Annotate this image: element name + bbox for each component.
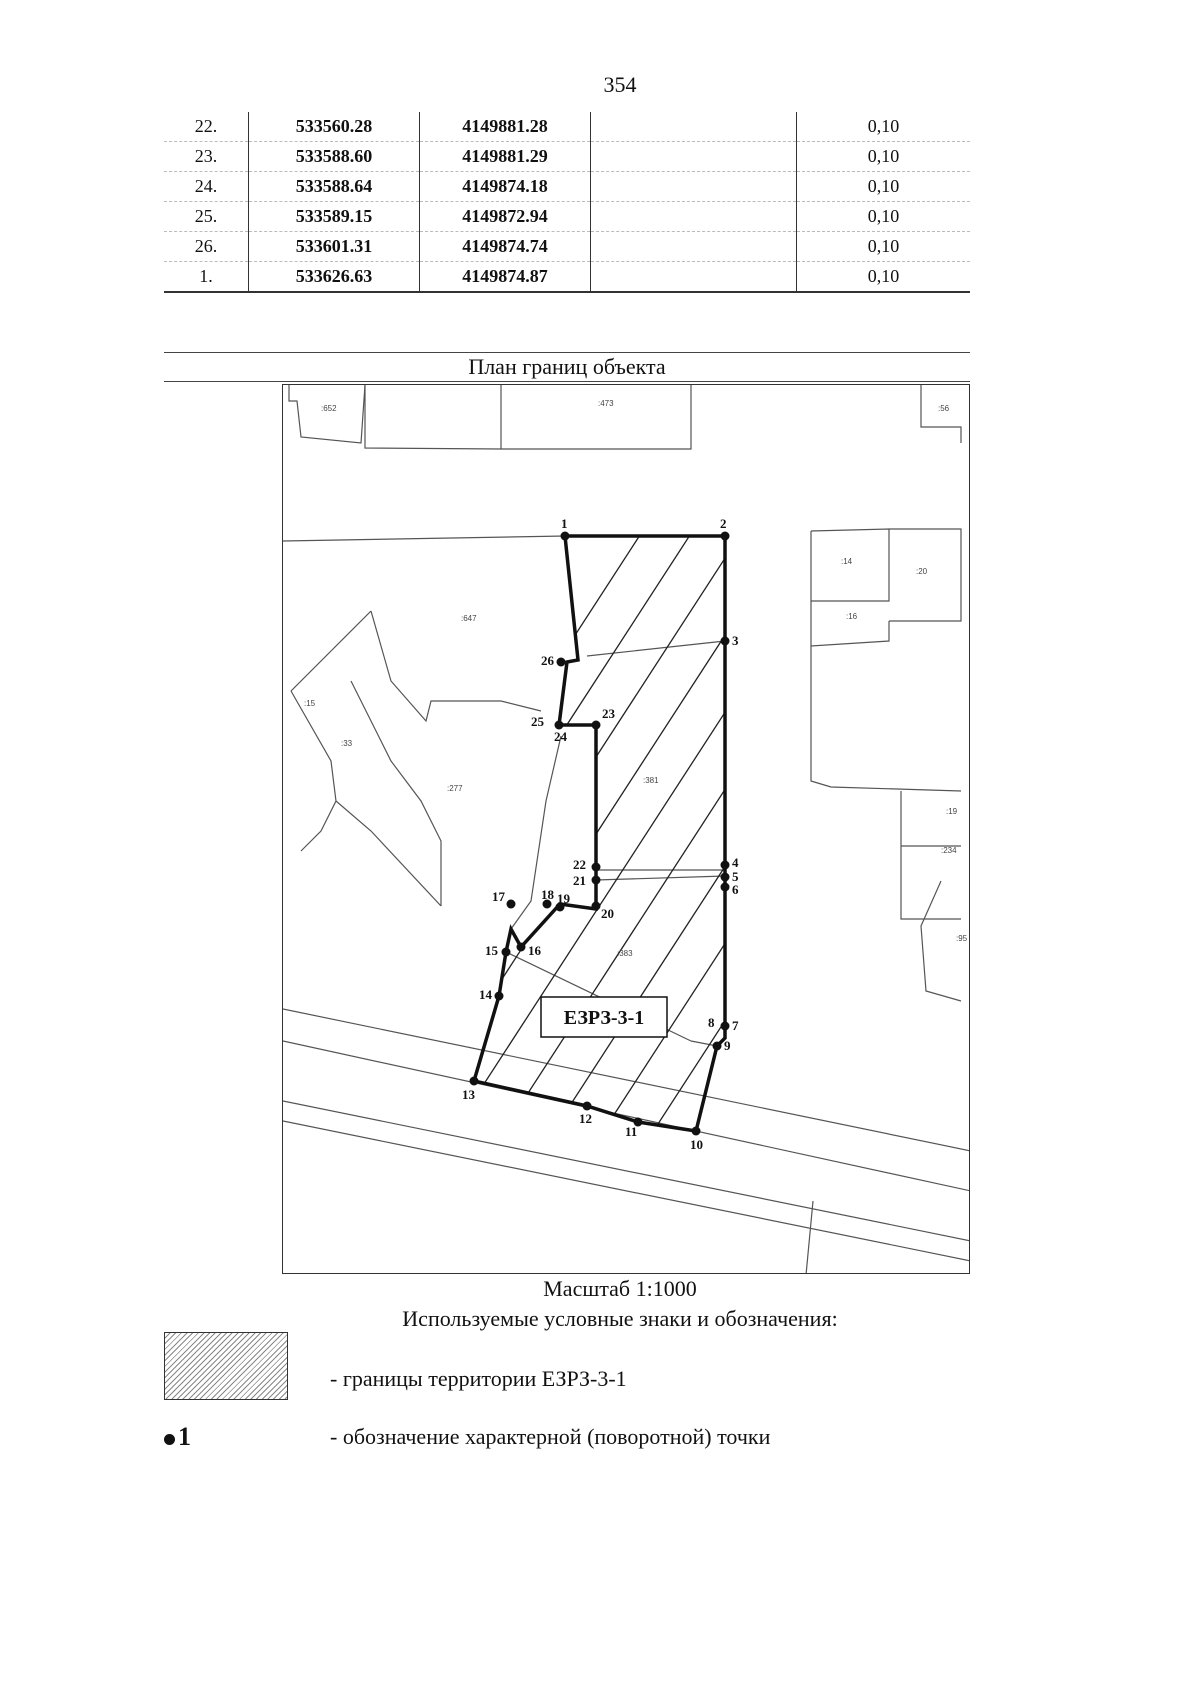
turning-point [592,863,601,872]
plan-title: План границ объекта [468,354,666,379]
zone-label: ЕЗРЗ-3-1 [563,1007,645,1029]
coordinates-table [164,112,970,293]
point-label: 14 [479,987,492,1002]
legend-point-symbol [164,1422,191,1452]
turning-point [692,1127,701,1136]
parcel-label: :473 [598,399,614,408]
accuracy: 0,10 [797,262,971,293]
coord-y: 4149881.28 [420,112,591,142]
parcel-label: :16 [846,612,858,621]
point-label: 16 [528,943,541,958]
turning-point [470,1077,479,1086]
turning-point [557,658,566,667]
parcel-label: :33 [341,739,353,748]
point-label: 9 [724,1038,731,1053]
table-row [164,172,970,202]
map-scale: Масштаб 1:1000 [543,1276,697,1301]
turning-point [502,948,511,957]
page-number: 354 [603,72,637,97]
point-label: 5 [732,869,739,884]
legend-point-number: 1 [178,1422,191,1451]
parcel-labels [304,399,968,958]
accuracy: 0,10 [797,172,971,202]
table-row [164,112,970,142]
legend-item-text: - границы территории ЕЗРЗ-3-1 [330,1366,627,1391]
coord-y: 4149881.29 [420,142,591,172]
turning-points [470,532,730,1136]
parcel-label: :56 [938,404,950,413]
table-row [164,262,970,293]
parcel-lines [283,385,970,1274]
point-label: 21 [573,873,586,888]
empty-cell [591,202,797,232]
turning-point [713,1042,722,1051]
point-label: 25 [531,714,544,729]
turning-point [721,532,730,541]
parcel-label: :234 [941,846,957,855]
parcel-label: :15 [304,699,316,708]
coord-x: 533588.60 [249,142,420,172]
boundary-plan-map [282,384,970,1274]
turning-point [561,532,570,541]
parcel-label: :277 [447,784,463,793]
parcel-label: :652 [321,404,337,413]
empty-cell [591,172,797,202]
point-number: 24. [164,172,249,202]
turning-point [721,861,730,870]
point-label: 18 [541,887,554,902]
parcel-label: :383 [617,949,633,958]
point-label: 10 [690,1137,703,1152]
map-drawing [283,385,970,1274]
point-label: 20 [601,906,614,921]
accuracy: 0,10 [797,202,971,232]
point-label: 22 [573,857,586,872]
point-number: 22. [164,112,249,142]
point-label: 11 [625,1124,638,1139]
point-label: 13 [462,1087,475,1102]
empty-cell [591,232,797,262]
turning-point [592,721,601,730]
coord-x: 533588.64 [249,172,420,202]
point-label: 3 [732,633,739,648]
point-label: 7 [732,1018,739,1033]
parcel-label: :95 [956,934,968,943]
point-label: 2 [720,516,727,531]
turning-point [721,873,730,882]
point-label: 1 [561,516,568,531]
empty-cell [591,112,797,142]
point-label: 4 [732,855,739,870]
coord-y: 4149874.18 [420,172,591,202]
coord-x: 533601.31 [249,232,420,262]
turning-point [721,883,730,892]
zone-label-box [541,997,667,1037]
point-label: 23 [602,706,615,721]
table-row [164,142,970,172]
legend-item-text: - обозначение характерной (поворотной) точки [330,1424,771,1449]
accuracy: 0,10 [797,232,971,262]
point-labels [462,516,739,1152]
point-number: 25. [164,202,249,232]
turning-point [592,902,601,911]
empty-cell [591,262,797,293]
legend-title: Используемые условные знаки и обозначения: [402,1306,838,1331]
accuracy: 0,10 [797,142,971,172]
parcel-label: :381 [643,776,659,785]
point-label: 24 [554,729,567,744]
coord-x: 533560.28 [249,112,420,142]
turning-point [721,1022,730,1031]
point-label: 26 [541,653,554,668]
turning-point [517,943,526,952]
parcel-label: :20 [916,567,928,576]
point-label: 6 [732,882,739,897]
turning-point [592,876,601,885]
coord-x: 533589.15 [249,202,420,232]
point-label: 8 [708,1015,715,1030]
divider-bottom [164,381,970,382]
point-label: 12 [579,1111,592,1126]
legend-hatch-symbol [164,1332,288,1400]
coord-y: 4149874.74 [420,232,591,262]
parcel-label: :19 [946,807,958,816]
point-dot-icon [164,1434,175,1445]
point-number: 1. [164,262,249,293]
accuracy: 0,10 [797,112,971,142]
table-row [164,202,970,232]
point-label: 15 [485,943,498,958]
turning-point [495,992,504,1001]
empty-cell [591,142,797,172]
point-number: 26. [164,232,249,262]
parcel-label: :14 [841,557,853,566]
coord-x: 533626.63 [249,262,420,293]
parcel-label: :647 [461,614,477,623]
point-label: 17 [492,889,505,904]
coord-y: 4149872.94 [420,202,591,232]
turning-point [583,1102,592,1111]
coord-y: 4149874.87 [420,262,591,293]
zone-hatch [283,441,970,1181]
table-row [164,232,970,262]
point-number: 23. [164,142,249,172]
turning-point [721,637,730,646]
point-label: 19 [557,891,570,906]
turning-point [507,900,516,909]
